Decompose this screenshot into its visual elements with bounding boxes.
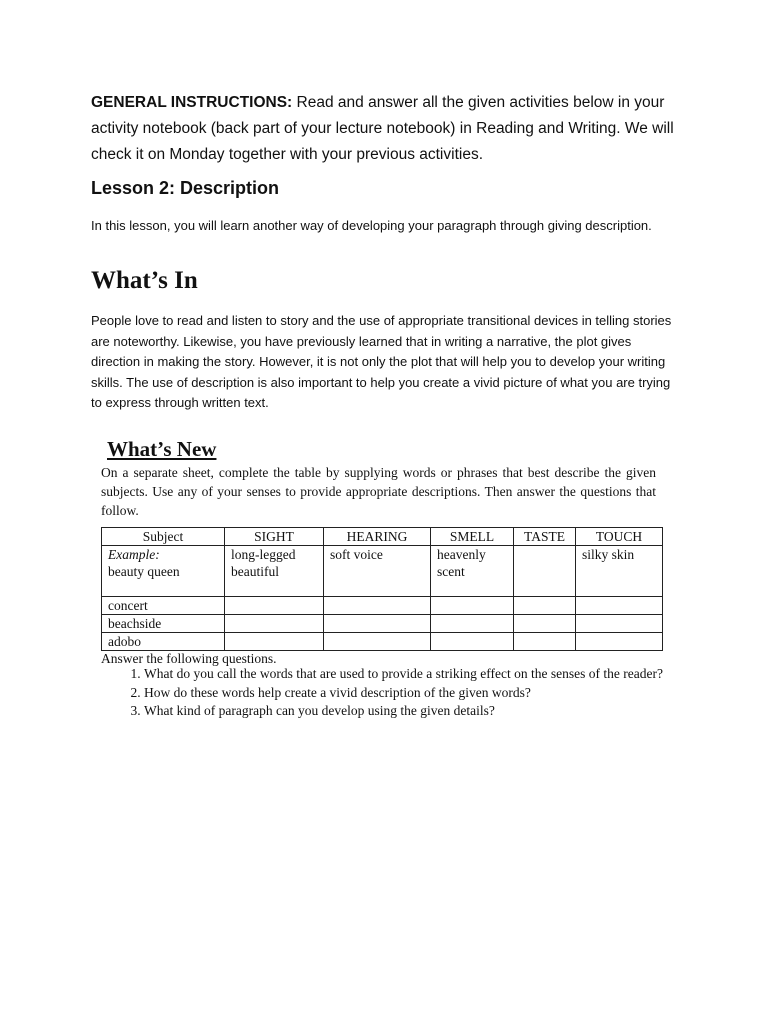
questions-heading: Answer the following questions. xyxy=(101,651,277,666)
table-cell xyxy=(514,597,576,615)
table-cell-text: beauty queen xyxy=(108,564,180,579)
table-cell xyxy=(225,633,324,651)
table-cell xyxy=(431,615,514,633)
senses-table xyxy=(101,527,663,651)
table-cell xyxy=(225,615,324,633)
table-row xyxy=(102,615,663,633)
table-cell: heavenly scent xyxy=(431,546,514,597)
table-cell: silky skin xyxy=(576,546,663,597)
column-header-sight: SIGHT xyxy=(225,528,324,546)
general-instructions-text: Read and answer all the given activities below in your activity notebook (back part of your lecture notebook) in Reading and Writing. We will check it on Monday together with your previous activities. xyxy=(91,94,674,163)
table-cell xyxy=(324,615,431,633)
table-cell: soft voice xyxy=(324,546,431,597)
table-cell xyxy=(225,597,324,615)
table-cell: beachside xyxy=(102,615,225,633)
column-header-touch: TOUCH xyxy=(576,528,663,546)
question-item: 1. What do you call the words that are used to provide a striking effect on the senses of the reader? xyxy=(144,665,704,684)
table-row xyxy=(102,633,663,651)
table-cell: adobo xyxy=(102,633,225,651)
table-cell xyxy=(324,633,431,651)
whats-new-heading: What’s New xyxy=(107,437,217,461)
table-cell xyxy=(102,546,225,597)
questions-list xyxy=(101,665,704,721)
table-cell xyxy=(576,633,663,651)
table-cell xyxy=(514,633,576,651)
table-row xyxy=(102,546,663,597)
column-header-taste: TASTE xyxy=(514,528,576,546)
table-cell xyxy=(576,597,663,615)
table-cell xyxy=(514,615,576,633)
whats-new-instructions: On a separate sheet, complete the table by supplying words or phrases that best describe the given subjects. Use any of your senses to provide appropriate descriptions. Then answer the questions that follow. xyxy=(101,465,656,518)
column-header-hearing: HEARING xyxy=(324,528,431,546)
whats-in-body: People love to read and listen to story and the use of appropriate transitional devices in telling stories are noteworthy. Likewise, you have previously learned that in writing a narrative, the plot gives direction in making the story. However, it is not only the plot that will help you to develop your writing skills. The use of description is also important to help you create a vivid picture of what you are trying to express through written text. xyxy=(91,313,672,410)
column-header-smell: SMELL xyxy=(431,528,514,546)
question-item: 3. What kind of paragraph can you develop using the given details? xyxy=(144,702,704,721)
table-row xyxy=(102,597,663,615)
general-instructions-label: GENERAL INSTRUCTIONS: xyxy=(91,94,293,111)
table-cell xyxy=(324,597,431,615)
table-cell xyxy=(431,633,514,651)
table-cell xyxy=(431,597,514,615)
lesson-intro: In this lesson, you will learn another way of developing your paragraph through giving description. xyxy=(91,218,652,233)
lesson-title: Lesson 2: Description xyxy=(91,178,280,198)
table-cell: long-legged beautiful xyxy=(225,546,324,597)
example-label: Example: xyxy=(108,547,160,562)
table-cell xyxy=(514,546,576,597)
table-cell: concert xyxy=(102,597,225,615)
table-cell xyxy=(576,615,663,633)
column-header-subject: Subject xyxy=(102,528,225,546)
question-item: 2. How do these words help create a vivid description of the given words? xyxy=(144,684,704,703)
whats-in-heading: What’s In xyxy=(91,267,198,294)
general-instructions xyxy=(91,90,691,168)
table-header-row xyxy=(102,528,663,546)
